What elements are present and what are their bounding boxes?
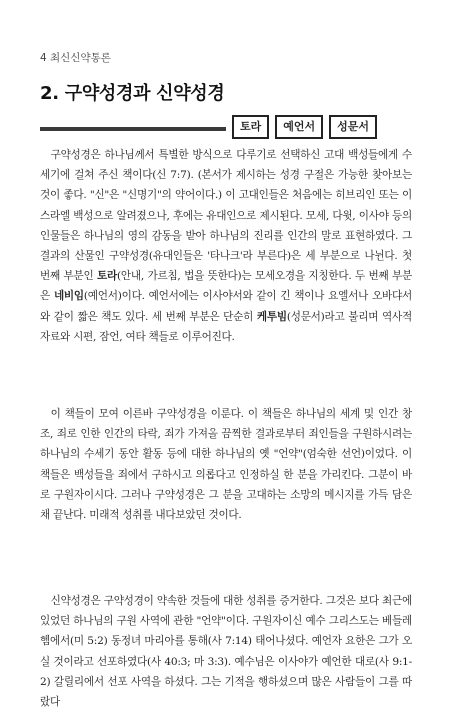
bold-term-ketuvim: 케투빔 <box>256 310 287 323</box>
paragraph-old-covenant <box>40 404 412 574</box>
body-text <box>40 145 412 712</box>
tag-group <box>232 115 377 139</box>
paragraph-old-testament <box>40 145 412 387</box>
paragraph-new-testament <box>40 591 412 712</box>
tag-writings: 성문서 <box>329 115 377 139</box>
tag-torah: 토라 <box>232 115 269 139</box>
paragraph-text: (안내, 가르침, 법을 뜻한다)는 모세오경을 지칭한다. 두 번째 부분은 <box>40 270 412 303</box>
paragraph-text: 신약성경은 구약성경이 약속한 것들에 대한 성취를 증거한다. 그것은 보다 최근에 있었던 하나님의 구원 사역에 관한 "언약"이다. 구원자이신 예수 그리스도는 베들레헴에서(미 5:2) 동정녀 마리아를 통해(사 7:14) 태어나셨다. 예언자 요한은 그가 오실 것이라고 선포하였다(사 40:3; 마 3:3). 예수님은 이사야가 예언한 대로(사 9:1-2) 갈릴리에서 선포 사역을 하셨다. 그는 기적을 행하셨으며 많은 사람들이 그를 따랐다 <box>40 595 412 709</box>
paragraph-text: 구약성경은 하나님께서 특별한 방식으로 다루기로 선택하신 고대 백성들에게 수세기에 걸쳐 주신 책이다(신 7:7). (본서가 제시하는 성경 구절은 가능한 찾아보는 것이 좋다. "신"은 "신명기"의 약어이다.) 이 고대인들은 처음에는 히브리인 또는 이스라엘 백성으로 알려졌으나, 후에는 유대인으로 제시된다. 모세, 다윗, 이사야 등의 인물들은 하나님의 영의 감동을 받아 하나님의 진리를 인간의 말로 표현하였다. 그 결과의 산물인 구약성경(유대인들은 '타나크'라 부른다)은 세 부분으로 나뉜다. 첫 번째 부분인 <box>40 149 412 283</box>
paragraph-text: (성문서)라고 불리며 역사적 자료와 시편, 잠언, 여타 책들로 이루어진다. <box>40 310 412 343</box>
running-head: 4 최신신약통론 <box>40 52 111 64</box>
bold-term-torah: 토라 <box>97 270 117 283</box>
section-title: 2. 구약성경과 신약성경 <box>40 83 225 104</box>
bold-term-nevi-im: 네비임 <box>53 290 84 303</box>
paragraph-text: (예언서)이다. 예언서에는 이사야서와 같이 긴 책이나 요엘서나 오바댜서와 같이 짧은 책도 있다. 세 번째 부분은 단순히 <box>40 290 412 323</box>
tag-rule <box>40 127 226 131</box>
paragraph-text: 이 책들이 모여 이른바 구약성경을 이룬다. 이 책들은 하나님의 세계 및 인간 창조, 죄로 인한 인간의 타락, 죄가 가져올 끔찍한 결과로부터 죄인들을 구원하시려는 하나님의 수세기 동안 활동 등에 대한 하나님의 옛 "언약"(엄숙한 선언)이었다. 이 책들은 백성들을 죄에서 구하시고 의롭다고 인정하실 한 분을 가리킨다. 그분이 바로 구원자이시다. 그러나 구약성경은 그 분을 고대하는 소망의 메시지를 가득 담은 채 끝난다. 미래적 성취를 내다보았던 것이다. <box>40 408 412 522</box>
tag-prophets: 예언서 <box>275 115 323 139</box>
